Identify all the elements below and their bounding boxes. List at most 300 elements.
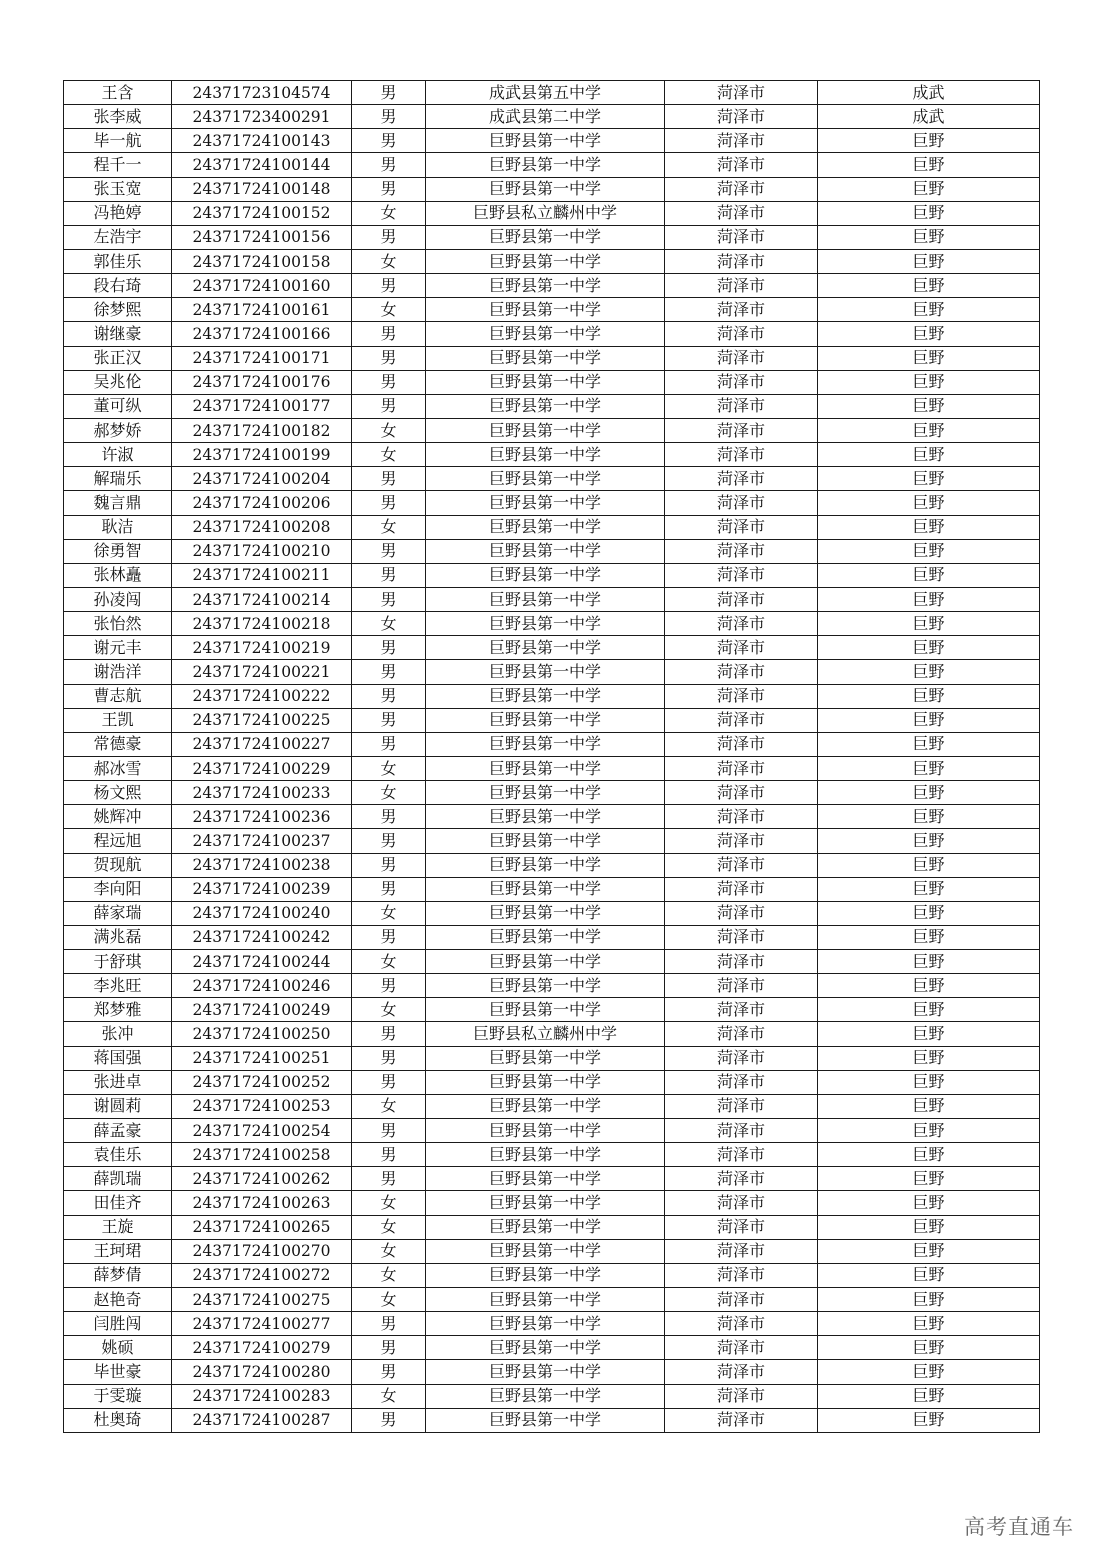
city-cell: 菏泽市: [665, 1070, 818, 1094]
city-cell: 菏泽市: [665, 1167, 818, 1191]
table-row: [64, 1143, 1040, 1167]
id-cell: 24371724100176: [172, 370, 352, 394]
county-cell: 巨野: [818, 1312, 1040, 1336]
gender-cell: 男: [352, 660, 426, 684]
city-cell: 菏泽市: [665, 563, 818, 587]
name-cell: 王珂珺: [64, 1239, 172, 1263]
gender-cell: 男: [352, 829, 426, 853]
table-row: [64, 1239, 1040, 1263]
school-cell: 巨野县第一中学: [426, 539, 665, 563]
gender-cell: 男: [352, 636, 426, 660]
id-cell: 24371724100204: [172, 467, 352, 491]
school-cell: 巨野县第一中学: [426, 1191, 665, 1215]
id-cell: 24371724100166: [172, 322, 352, 346]
school-cell: 巨野县第一中学: [426, 1312, 665, 1336]
gender-cell: 男: [352, 587, 426, 611]
table-row: [64, 515, 1040, 539]
gender-cell: 女: [352, 298, 426, 322]
table-row: [64, 249, 1040, 273]
school-cell: 巨野县第一中学: [426, 129, 665, 153]
school-cell: 巨野县第一中学: [426, 346, 665, 370]
id-cell: 24371724100237: [172, 829, 352, 853]
table-row: [64, 1312, 1040, 1336]
name-cell: 王旋: [64, 1215, 172, 1239]
school-cell: 巨野县第一中学: [426, 805, 665, 829]
table-row: [64, 153, 1040, 177]
city-cell: 菏泽市: [665, 805, 818, 829]
county-cell: 巨野: [818, 684, 1040, 708]
roster-table: [63, 80, 1040, 1433]
school-cell: 巨野县第一中学: [426, 153, 665, 177]
school-cell: 巨野县第一中学: [426, 756, 665, 780]
city-cell: 菏泽市: [665, 1094, 818, 1118]
table-row: [64, 1191, 1040, 1215]
name-cell: 董可纵: [64, 394, 172, 418]
name-cell: 杜奥琦: [64, 1408, 172, 1432]
county-cell: 巨野: [818, 1167, 1040, 1191]
school-cell: 巨野县第一中学: [426, 563, 665, 587]
table-row: [64, 612, 1040, 636]
name-cell: 薛孟豪: [64, 1119, 172, 1143]
gender-cell: 女: [352, 249, 426, 273]
city-cell: 菏泽市: [665, 105, 818, 129]
name-cell: 姚硕: [64, 1336, 172, 1360]
name-cell: 田佳齐: [64, 1191, 172, 1215]
table-row: [64, 1263, 1040, 1287]
gender-cell: 男: [352, 105, 426, 129]
id-cell: 24371724100156: [172, 225, 352, 249]
name-cell: 程千一: [64, 153, 172, 177]
school-cell: 巨野县私立麟州中学: [426, 1022, 665, 1046]
school-cell: 巨野县第一中学: [426, 974, 665, 998]
school-cell: 巨野县第一中学: [426, 225, 665, 249]
county-cell: 成武: [818, 81, 1040, 105]
county-cell: 巨野: [818, 781, 1040, 805]
name-cell: 郑梦雅: [64, 998, 172, 1022]
city-cell: 菏泽市: [665, 1215, 818, 1239]
school-cell: 巨野县第一中学: [426, 515, 665, 539]
county-cell: 巨野: [818, 1384, 1040, 1408]
id-cell: 24371724100177: [172, 394, 352, 418]
table-row: [64, 1408, 1040, 1432]
table-row: [64, 781, 1040, 805]
table-row: [64, 322, 1040, 346]
name-cell: 郝冰雪: [64, 756, 172, 780]
name-cell: 孙凌闯: [64, 587, 172, 611]
id-cell: 24371724100246: [172, 974, 352, 998]
id-cell: 24371724100161: [172, 298, 352, 322]
name-cell: 闫胜闯: [64, 1312, 172, 1336]
city-cell: 菏泽市: [665, 781, 818, 805]
school-cell: 巨野县第一中学: [426, 587, 665, 611]
city-cell: 菏泽市: [665, 877, 818, 901]
table-row: [64, 805, 1040, 829]
gender-cell: 男: [352, 805, 426, 829]
id-cell: 24371724100229: [172, 756, 352, 780]
table-row: [64, 1167, 1040, 1191]
county-cell: 巨野: [818, 587, 1040, 611]
name-cell: 徐梦熙: [64, 298, 172, 322]
city-cell: 菏泽市: [665, 1046, 818, 1070]
name-cell: 王含: [64, 81, 172, 105]
gender-cell: 男: [352, 394, 426, 418]
gender-cell: 男: [352, 877, 426, 901]
gender-cell: 女: [352, 443, 426, 467]
table-row: [64, 467, 1040, 491]
county-cell: 巨野: [818, 153, 1040, 177]
school-cell: 巨野县第一中学: [426, 950, 665, 974]
school-cell: 巨野县第一中学: [426, 829, 665, 853]
school-cell: 巨野县第一中学: [426, 732, 665, 756]
gender-cell: 男: [352, 129, 426, 153]
id-cell: 24371724100218: [172, 612, 352, 636]
city-cell: 菏泽市: [665, 515, 818, 539]
city-cell: 菏泽市: [665, 539, 818, 563]
id-cell: 24371724100182: [172, 418, 352, 442]
county-cell: 巨野: [818, 1022, 1040, 1046]
city-cell: 菏泽市: [665, 1288, 818, 1312]
name-cell: 冯艳婷: [64, 201, 172, 225]
city-cell: 菏泽市: [665, 370, 818, 394]
gender-cell: 女: [352, 418, 426, 442]
county-cell: 巨野: [818, 467, 1040, 491]
city-cell: 菏泽市: [665, 177, 818, 201]
name-cell: 解瑞乐: [64, 467, 172, 491]
school-cell: 巨野县第一中学: [426, 370, 665, 394]
school-cell: 巨野县第一中学: [426, 1094, 665, 1118]
city-cell: 菏泽市: [665, 491, 818, 515]
school-cell: 巨野县第一中学: [426, 274, 665, 298]
name-cell: 段右琦: [64, 274, 172, 298]
id-cell: 24371724100258: [172, 1143, 352, 1167]
school-cell: 巨野县第一中学: [426, 901, 665, 925]
name-cell: 张冲: [64, 1022, 172, 1046]
name-cell: 李向阳: [64, 877, 172, 901]
id-cell: 24371724100272: [172, 1263, 352, 1287]
id-cell: 24371724100240: [172, 901, 352, 925]
id-cell: 24371724100206: [172, 491, 352, 515]
name-cell: 郝梦娇: [64, 418, 172, 442]
city-cell: 菏泽市: [665, 974, 818, 998]
county-cell: 巨野: [818, 515, 1040, 539]
id-cell: 24371724100152: [172, 201, 352, 225]
school-cell: 巨野县第一中学: [426, 249, 665, 273]
city-cell: 菏泽市: [665, 1119, 818, 1143]
city-cell: 菏泽市: [665, 1384, 818, 1408]
table-row: [64, 829, 1040, 853]
school-cell: 巨野县第一中学: [426, 925, 665, 949]
county-cell: 巨野: [818, 925, 1040, 949]
table-row: [64, 587, 1040, 611]
city-cell: 菏泽市: [665, 201, 818, 225]
school-cell: 巨野县第一中学: [426, 1070, 665, 1094]
school-cell: 巨野县私立麟州中学: [426, 201, 665, 225]
gender-cell: 男: [352, 853, 426, 877]
name-cell: 袁佳乐: [64, 1143, 172, 1167]
city-cell: 菏泽市: [665, 346, 818, 370]
school-cell: 巨野县第一中学: [426, 394, 665, 418]
county-cell: 巨野: [818, 1191, 1040, 1215]
name-cell: 毕一航: [64, 129, 172, 153]
table-row: [64, 684, 1040, 708]
table-row: [64, 1119, 1040, 1143]
table-row: [64, 1022, 1040, 1046]
county-cell: 巨野: [818, 322, 1040, 346]
county-cell: 巨野: [818, 877, 1040, 901]
county-cell: 巨野: [818, 660, 1040, 684]
gender-cell: 女: [352, 998, 426, 1022]
school-cell: 巨野县第一中学: [426, 1263, 665, 1287]
city-cell: 菏泽市: [665, 612, 818, 636]
table-row: [64, 756, 1040, 780]
id-cell: 24371724100279: [172, 1336, 352, 1360]
city-cell: 菏泽市: [665, 950, 818, 974]
table-row: [64, 1215, 1040, 1239]
table-row: [64, 1336, 1040, 1360]
name-cell: 郭佳乐: [64, 249, 172, 273]
city-cell: 菏泽市: [665, 1312, 818, 1336]
id-cell: 24371724100252: [172, 1070, 352, 1094]
gender-cell: 男: [352, 539, 426, 563]
gender-cell: 男: [352, 225, 426, 249]
name-cell: 谢继豪: [64, 322, 172, 346]
school-cell: 巨野县第一中学: [426, 443, 665, 467]
table-row: [64, 1070, 1040, 1094]
city-cell: 菏泽市: [665, 1022, 818, 1046]
name-cell: 张林矗: [64, 563, 172, 587]
id-cell: 24371724100160: [172, 274, 352, 298]
city-cell: 菏泽市: [665, 443, 818, 467]
county-cell: 巨野: [818, 249, 1040, 273]
id-cell: 24371724100275: [172, 1288, 352, 1312]
county-cell: 巨野: [818, 1288, 1040, 1312]
school-cell: 巨野县第一中学: [426, 684, 665, 708]
table-row: [64, 491, 1040, 515]
id-cell: 24371724100263: [172, 1191, 352, 1215]
table-row: [64, 901, 1040, 925]
id-cell: 24371724100227: [172, 732, 352, 756]
gender-cell: 男: [352, 153, 426, 177]
table-row: [64, 877, 1040, 901]
name-cell: 曹志航: [64, 684, 172, 708]
id-cell: 24371724100244: [172, 950, 352, 974]
table-row: [64, 732, 1040, 756]
county-cell: 巨野: [818, 1046, 1040, 1070]
table-row: [64, 201, 1040, 225]
county-cell: 巨野: [818, 129, 1040, 153]
county-cell: 巨野: [818, 539, 1040, 563]
name-cell: 谢圆莉: [64, 1094, 172, 1118]
id-cell: 24371724100277: [172, 1312, 352, 1336]
city-cell: 菏泽市: [665, 1191, 818, 1215]
id-cell: 24371724100219: [172, 636, 352, 660]
table-row: [64, 925, 1040, 949]
school-cell: 巨野县第一中学: [426, 708, 665, 732]
city-cell: 菏泽市: [665, 249, 818, 273]
county-cell: 成武: [818, 105, 1040, 129]
city-cell: 菏泽市: [665, 1360, 818, 1384]
city-cell: 菏泽市: [665, 901, 818, 925]
id-cell: 24371724100214: [172, 587, 352, 611]
id-cell: 24371724100210: [172, 539, 352, 563]
school-cell: 巨野县第一中学: [426, 177, 665, 201]
gender-cell: 男: [352, 974, 426, 998]
county-cell: 巨野: [818, 805, 1040, 829]
county-cell: 巨野: [818, 225, 1040, 249]
city-cell: 菏泽市: [665, 708, 818, 732]
gender-cell: 男: [352, 732, 426, 756]
table-row: [64, 660, 1040, 684]
id-cell: 24371724100222: [172, 684, 352, 708]
school-cell: 巨野县第一中学: [426, 1119, 665, 1143]
county-cell: 巨野: [818, 1408, 1040, 1432]
name-cell: 张正汉: [64, 346, 172, 370]
school-cell: 巨野县第一中学: [426, 1143, 665, 1167]
gender-cell: 女: [352, 201, 426, 225]
county-cell: 巨野: [818, 394, 1040, 418]
county-cell: 巨野: [818, 853, 1040, 877]
county-cell: 巨野: [818, 177, 1040, 201]
id-cell: 24371724100270: [172, 1239, 352, 1263]
table-row: [64, 1094, 1040, 1118]
table-row: [64, 274, 1040, 298]
county-cell: 巨野: [818, 563, 1040, 587]
city-cell: 菏泽市: [665, 1408, 818, 1432]
roster-body: [64, 81, 1040, 1433]
gender-cell: 男: [352, 708, 426, 732]
table-row: [64, 81, 1040, 105]
county-cell: 巨野: [818, 756, 1040, 780]
name-cell: 魏言鼎: [64, 491, 172, 515]
gender-cell: 男: [352, 1143, 426, 1167]
id-cell: 24371724100238: [172, 853, 352, 877]
name-cell: 蒋国强: [64, 1046, 172, 1070]
city-cell: 菏泽市: [665, 684, 818, 708]
id-cell: 24371724100148: [172, 177, 352, 201]
gender-cell: 女: [352, 612, 426, 636]
school-cell: 巨野县第一中学: [426, 1408, 665, 1432]
county-cell: 巨野: [818, 1094, 1040, 1118]
table-row: [64, 950, 1040, 974]
school-cell: 巨野县第一中学: [426, 781, 665, 805]
name-cell: 贺现航: [64, 853, 172, 877]
gender-cell: 女: [352, 901, 426, 925]
city-cell: 菏泽市: [665, 153, 818, 177]
county-cell: 巨野: [818, 636, 1040, 660]
county-cell: 巨野: [818, 201, 1040, 225]
id-cell: 24371724100242: [172, 925, 352, 949]
name-cell: 常德豪: [64, 732, 172, 756]
gender-cell: 女: [352, 781, 426, 805]
city-cell: 菏泽市: [665, 418, 818, 442]
gender-cell: 男: [352, 491, 426, 515]
county-cell: 巨野: [818, 1239, 1040, 1263]
school-cell: 巨野县第一中学: [426, 491, 665, 515]
gender-cell: 男: [352, 274, 426, 298]
school-cell: 巨野县第一中学: [426, 298, 665, 322]
id-cell: 24371724100249: [172, 998, 352, 1022]
table-row: [64, 443, 1040, 467]
school-cell: 巨野县第一中学: [426, 1288, 665, 1312]
name-cell: 毕世豪: [64, 1360, 172, 1384]
city-cell: 菏泽市: [665, 925, 818, 949]
county-cell: 巨野: [818, 950, 1040, 974]
table-row: [64, 636, 1040, 660]
city-cell: 菏泽市: [665, 467, 818, 491]
name-cell: 张玉宽: [64, 177, 172, 201]
county-cell: 巨野: [818, 418, 1040, 442]
school-cell: 巨野县第一中学: [426, 853, 665, 877]
city-cell: 菏泽市: [665, 81, 818, 105]
gender-cell: 男: [352, 1046, 426, 1070]
name-cell: 张李威: [64, 105, 172, 129]
gender-cell: 女: [352, 1288, 426, 1312]
name-cell: 徐勇智: [64, 539, 172, 563]
county-cell: 巨野: [818, 732, 1040, 756]
id-cell: 24371724100262: [172, 1167, 352, 1191]
table-row: [64, 129, 1040, 153]
name-cell: 李兆旺: [64, 974, 172, 998]
city-cell: 菏泽市: [665, 225, 818, 249]
city-cell: 菏泽市: [665, 394, 818, 418]
gender-cell: 男: [352, 81, 426, 105]
name-cell: 于舒琪: [64, 950, 172, 974]
city-cell: 菏泽市: [665, 1336, 818, 1360]
school-cell: 巨野县第一中学: [426, 1239, 665, 1263]
name-cell: 薛家瑞: [64, 901, 172, 925]
id-cell: 24371724100265: [172, 1215, 352, 1239]
gender-cell: 男: [352, 1408, 426, 1432]
city-cell: 菏泽市: [665, 853, 818, 877]
county-cell: 巨野: [818, 901, 1040, 925]
id-cell: 24371724100250: [172, 1022, 352, 1046]
name-cell: 谢浩洋: [64, 660, 172, 684]
id-cell: 24371724100253: [172, 1094, 352, 1118]
name-cell: 许淑: [64, 443, 172, 467]
gender-cell: 男: [352, 1022, 426, 1046]
city-cell: 菏泽市: [665, 587, 818, 611]
gender-cell: 女: [352, 950, 426, 974]
table-row: [64, 1046, 1040, 1070]
name-cell: 张进卓: [64, 1070, 172, 1094]
name-cell: 薛梦倩: [64, 1263, 172, 1287]
county-cell: 巨野: [818, 1360, 1040, 1384]
county-cell: 巨野: [818, 346, 1040, 370]
table-row: [64, 177, 1040, 201]
county-cell: 巨野: [818, 370, 1040, 394]
table-row: [64, 298, 1040, 322]
school-cell: 巨野县第一中学: [426, 1167, 665, 1191]
id-cell: 24371724100221: [172, 660, 352, 684]
table-row: [64, 346, 1040, 370]
city-cell: 菏泽市: [665, 1263, 818, 1287]
city-cell: 菏泽市: [665, 732, 818, 756]
name-cell: 杨文熙: [64, 781, 172, 805]
county-cell: 巨野: [818, 1336, 1040, 1360]
city-cell: 菏泽市: [665, 998, 818, 1022]
table-row: [64, 418, 1040, 442]
county-cell: 巨野: [818, 998, 1040, 1022]
name-cell: 王凯: [64, 708, 172, 732]
name-cell: 张怡然: [64, 612, 172, 636]
county-cell: 巨野: [818, 829, 1040, 853]
county-cell: 巨野: [818, 974, 1040, 998]
school-cell: 巨野县第一中学: [426, 1336, 665, 1360]
school-cell: 成武县第二中学: [426, 105, 665, 129]
gender-cell: 男: [352, 322, 426, 346]
gender-cell: 女: [352, 756, 426, 780]
school-cell: 巨野县第一中学: [426, 1360, 665, 1384]
